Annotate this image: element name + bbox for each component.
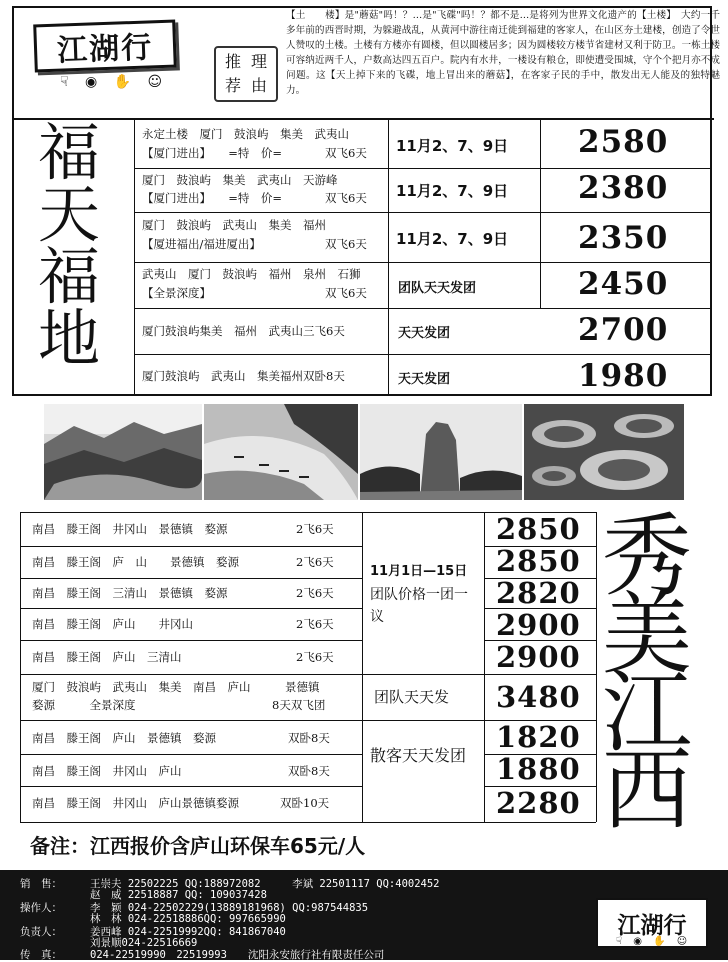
price: 2700	[578, 312, 669, 348]
peak-photo	[360, 404, 522, 500]
route-days: 2飞6天	[296, 555, 334, 569]
fujian-title-char: 福	[38, 116, 101, 189]
route-days: 双卧8天	[288, 764, 330, 778]
divider	[134, 354, 712, 355]
divider	[484, 512, 485, 822]
group-note: 团队天天发	[374, 688, 450, 706]
jiangxi-title-char: 江	[602, 660, 692, 765]
divider	[134, 212, 712, 213]
route-days: 双卧8天	[288, 731, 330, 745]
price: 2350	[578, 220, 669, 256]
route-text: 厦门 鼓浪屿 武夷山 集美 南昌 庐山 景德镇	[32, 680, 320, 694]
group-note: 散客天天发团	[370, 746, 467, 765]
divider	[134, 308, 712, 309]
sales-contact: 王崇夫 22502225 QQ:188972082 李斌 22501117 QQ:4002452	[90, 878, 440, 890]
lead-contact: 刘景顺024-22516669	[90, 937, 198, 949]
divider	[20, 674, 596, 675]
tulou-photo	[524, 404, 684, 500]
route-text: 永定土楼 厦门 鼓浪屿 集美 武夷山	[142, 127, 349, 141]
route-days: 2飞6天	[296, 617, 334, 631]
route-note: 【厦进福出/福进厦出】	[142, 237, 261, 251]
jiangxi-title-char: 西	[602, 738, 692, 843]
lead-label: 负责人：	[20, 926, 62, 938]
price: 3480	[496, 680, 581, 714]
divider	[20, 754, 362, 755]
route-note: 【厦门进出】 =特 价=	[142, 146, 283, 160]
depart-date: 11月2、7、9日	[396, 182, 509, 200]
divider	[20, 786, 362, 787]
divider	[596, 512, 597, 822]
route-text: 南昌 滕王阁 庐山 三清山	[32, 650, 182, 664]
divider	[20, 822, 596, 823]
route-days: 2飞6天	[296, 522, 334, 536]
brand-logo: 江湖行	[33, 20, 177, 73]
depart-date: 天天发团	[398, 372, 451, 387]
jiangxi-title-char: 美	[602, 582, 692, 687]
price: 1880	[496, 752, 581, 786]
depart-date: 11月2、7、9日	[396, 137, 509, 155]
route-text: 南昌 滕王阁 庐山 井冈山	[32, 617, 193, 631]
route-text: 武夷山 厦门 鼓浪屿 福州 泉州 石狮	[142, 267, 361, 281]
route-text: 南昌 滕王阁 三清山 景德镇 婺源	[32, 586, 228, 600]
route-text: 南昌 滕王阁 井冈山 庐山	[32, 764, 182, 778]
divider	[20, 512, 21, 822]
river-rafting-photo	[204, 404, 358, 500]
divider	[134, 262, 712, 263]
price: 1980	[578, 358, 669, 394]
price: 2450	[578, 266, 669, 302]
divider	[540, 120, 541, 308]
jiangxi-title-char: 秀	[602, 504, 692, 609]
fax-number: 024-22519990 22519993 沈阳永安旅行社有限责任公司	[90, 949, 385, 961]
mountain-photo	[44, 404, 202, 500]
depart-date: 11月1日—15日	[370, 564, 468, 579]
price: 2850	[496, 544, 581, 578]
divider	[134, 168, 712, 169]
route-text: 南昌 滕王阁 庐山 景德镇 婺源	[32, 731, 216, 745]
route-days: 双飞6天	[325, 286, 367, 300]
price: 2850	[496, 512, 581, 546]
fujian-title-char: 福	[38, 240, 101, 313]
fujian-title-char: 地	[38, 302, 101, 375]
price: 2380	[578, 170, 669, 206]
route-text: 厦门鼓浪屿集美 福州 武夷山三飞6天	[142, 324, 345, 338]
logo-icons: ☟ ◉ ✋ ☺	[60, 74, 169, 90]
route-text: 南昌 滕王阁 庐 山 景德镇 婺源	[32, 555, 239, 569]
price: 1820	[496, 720, 581, 754]
footer-logo: 江湖行	[596, 898, 708, 948]
route-days: 双飞6天	[325, 191, 367, 205]
divider	[20, 546, 362, 547]
divider	[20, 640, 362, 641]
route-text: 厦门 鼓浪屿 武夷山 集美 福州	[142, 218, 326, 232]
depart-date: 11月2、7、9日	[396, 230, 509, 248]
fujian-title-char: 天	[38, 178, 101, 251]
depart-date: 天天发团	[398, 326, 451, 341]
route-text: 厦门 鼓浪屿 集美 武夷山 天游峰	[142, 173, 338, 187]
price: 2900	[496, 608, 581, 642]
price: 2900	[496, 640, 581, 674]
route-text: 南昌 滕王阁 井冈山 庐山景德镇婺源	[32, 796, 239, 810]
route-days: 双卧10天	[280, 796, 330, 810]
depart-date: 团队天天发团	[398, 281, 477, 296]
footer-logo-icons: ☟ ◉ ✋ ☺	[616, 936, 692, 947]
route-days: 8天双飞团	[272, 698, 326, 712]
divider	[20, 578, 362, 579]
divider	[362, 512, 363, 822]
price: 2820	[496, 576, 581, 610]
route-note: 【全景深度】	[142, 286, 211, 300]
operator-label: 操作人：	[20, 902, 62, 914]
price: 2580	[578, 124, 669, 160]
remark: 备注：江西报价含庐山环保车65元/人	[30, 834, 366, 858]
route-note: 婺源 全景深度	[32, 698, 136, 712]
tulou-intro: 【土 楼】是"蘑菇"吗！？…是"飞碟"吗！？都不是…是将列为世界文化遗产的【土楼】 大约一千多年前的西晋时期，为躲避战乱，从黄河中游往南迁徙到福建的客家人，在山区夯土建楼，创造了令世人赞叹的土楼。土楼有方楼亦有圆楼，但以圆楼居多；因为圆楼较方楼节省建材又利于防卫。一栋土楼可容纳近两千人，户数高达四五百户。院内有水井，一楼设有粮仓，即使遭受围城，守个个把月亦不成问题。这【天上掉下来的飞碟，地上冒出来的蘑菇】，在客家子民的手中，散发出无人能及的独特魅力。	[286, 10, 720, 96]
route-days: 2飞6天	[296, 650, 334, 664]
sales-contact: 赵 威 22518887 QQ: 109037428	[90, 889, 267, 901]
route-note: 【厦门进出】 =特 价=	[142, 191, 283, 205]
divider	[12, 118, 714, 120]
route-text: 厦门鼓浪屿 武夷山 集美福州双卧8天	[142, 369, 345, 383]
route-text: 南昌 滕王阁 井冈山 景德镇 婺源	[32, 522, 228, 536]
divider	[20, 608, 362, 609]
operator-contact: 林 林 024-22518886QQ: 997665990	[90, 913, 286, 925]
lead-contact: 姜西峰 024-22519992QQ: 841867040	[90, 926, 286, 938]
recommend-stamp: 推 理 荐 由	[214, 46, 278, 102]
fax-label: 传 真：	[20, 949, 62, 961]
price: 2280	[496, 786, 581, 820]
sales-label: 销 售：	[20, 878, 62, 890]
route-days: 双飞6天	[325, 237, 367, 251]
operator-contact: 李 颖 024-22502229(13889181968) QQ:987544835	[90, 902, 369, 914]
group-note: 团队价格一团一议	[370, 587, 468, 625]
route-days: 双飞6天	[325, 146, 367, 160]
route-days: 2飞6天	[296, 586, 334, 600]
